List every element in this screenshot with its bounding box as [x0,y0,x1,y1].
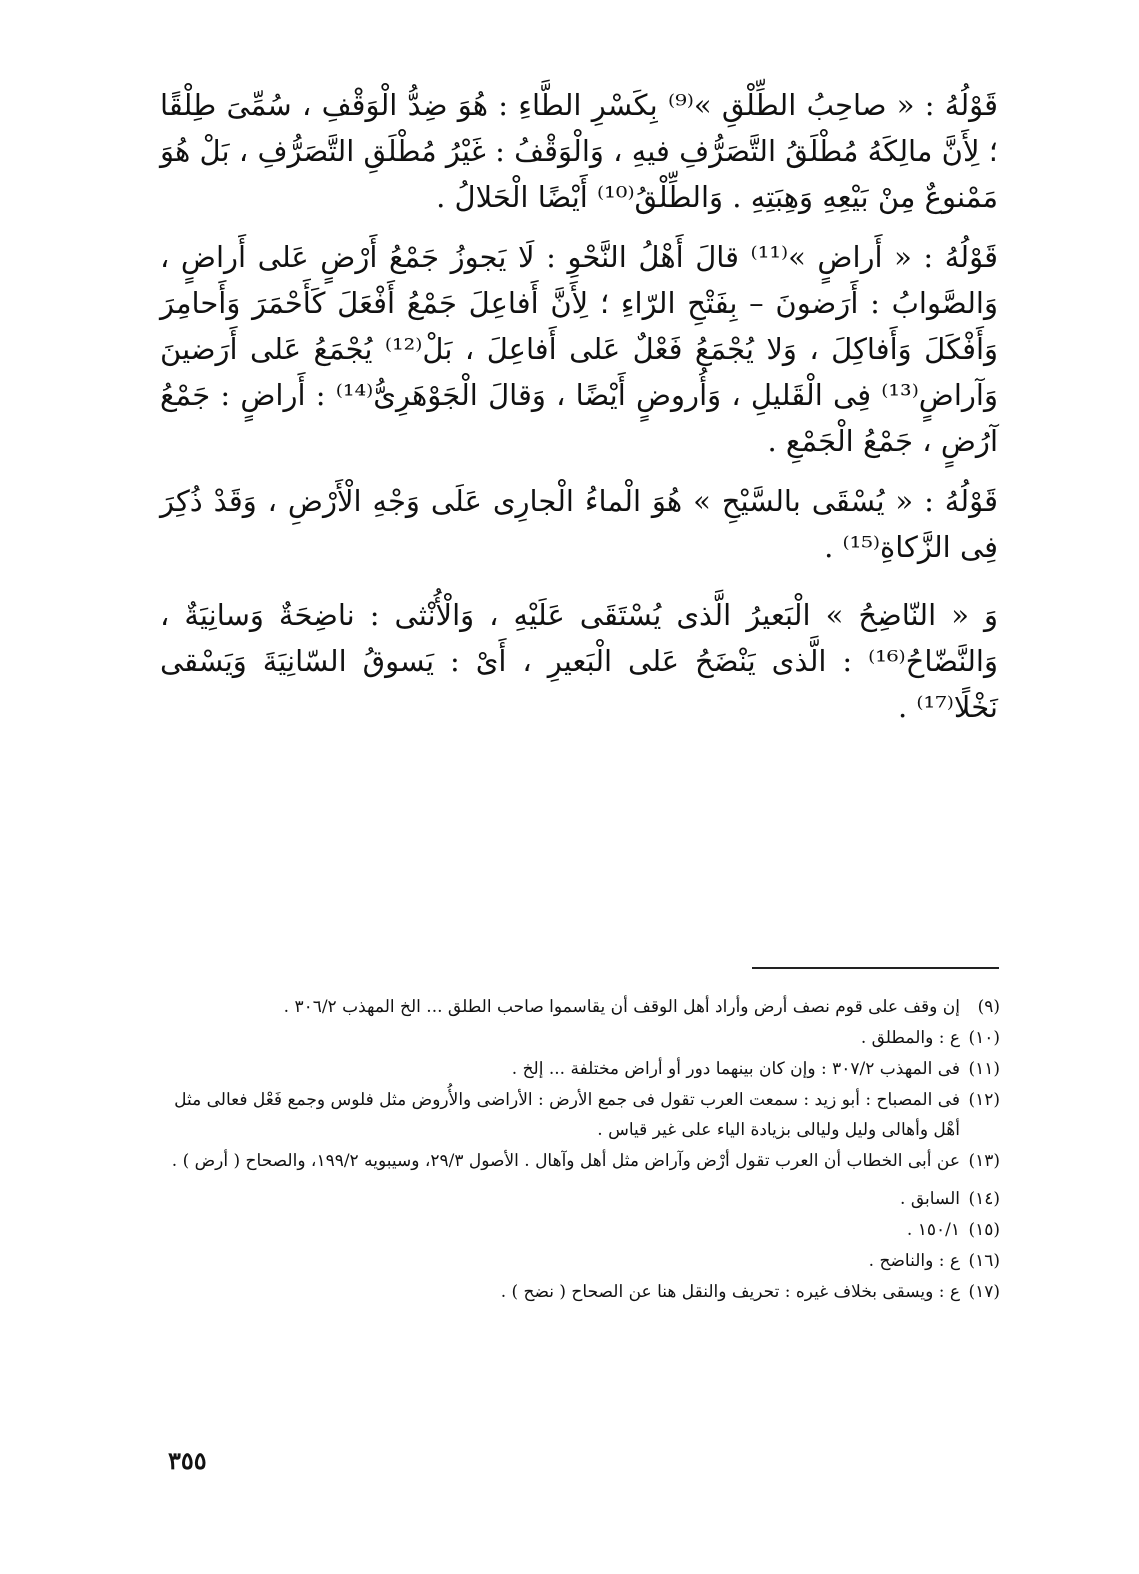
footnote-number: (١٤) [968,1189,1000,1209]
footnote-item [160,1246,1000,1276]
footnote-number: (١٣) [968,1151,1000,1171]
page-number: ٣٥٥ [168,1446,207,1475]
footnote-text: ١٥٠/١ . [906,1220,960,1240]
footnote-item [160,1023,1000,1053]
footnote-text: ع : ويسقى بخلاف غيره : تحريف والنقل هنا عن الصحاح ( نضح ) . [500,1282,960,1302]
footnote-number: (١١) [968,1059,1000,1079]
footnote-number: (١٥) [968,1220,1000,1240]
footnote-number: (١٠) [968,1028,1000,1048]
footnote-item [160,1146,1000,1176]
footnote-text: ع : والناضح . [868,1251,960,1271]
paragraph-nadih: وَ « النّاضِحُ » الْبَعيرُ الَّذى يُسْتَقَى عَلَيْهِ ، وَالْأُنْثى : ناضِحَةٌ وَسانِيَةٌ ، وَالنَّضّاحُ⁽¹⁶⁾ : الَّذى يَنْضَحُ عَلى الْبَعيرِ ، أَىْ : يَسوقُ السّانِيَةَ وَيَسْقى نَخْلًا⁽¹⁷⁾ . [160,598,998,724]
footnote-text: عن أبى الخطاب أن العرب تقول أرْض وآراض مثل أهل وآهال . الأصول ٢٩/٣، وسيبويه ١٩٩/٢، والصحاح ( أرض ) . [171,1151,960,1171]
footnote-number: (١٢) [968,1090,1000,1110]
footnotes [160,992,1000,1308]
paragraph-aradin: قَوْلُهُ : « أَراضٍ »⁽¹¹⁾ قالَ أَهْلُ النَّحْوِ : لَا يَجوزُ جَمْعُ أَرْضٍ عَلى أَراضٍ ، وَالصَّوابُ : أَرَضونَ – بِفَتْحِ الرّاءِ ؛ لِأَنَّ أَفاعِلَ جَمْعُ أَفْعَلَ كَأَحْمَرَ وَأَحامِرَ وَأَفْكَلَ وَأَفاكِلَ ، وَلا يُجْمَعُ فَعْلٌ عَلى أَفاعِلَ ، بَلْ⁽¹²⁾ يُجْمَعُ عَلى أَرَضينَ وَآراضٍ⁽¹³⁾ فِى الْقَليلِ ، وَأُروضٍ أَيْضًا ، وَقالَ الْجَوْهَرِىُّ⁽¹⁴⁾ : أَراضٍ : جَمْعُ آرُضٍ ، جَمْعُ الْجَمْعِ . [160,240,999,458]
footnote-text: ع : والمطلق . [860,1028,960,1048]
footnote-separator [752,967,999,969]
paragraph-sayh: قَوْلُهُ : « يُسْقَى بالسَّيْحِ » هُوَ الْماءُ الْجارِى عَلَى وَجْهِ الْأَرْضِ ، وَقَدْ ذُكِرَ فِى الزَّكاةِ⁽¹⁵⁾ . [160,484,998,564]
footnote-item [160,1277,1000,1307]
footnote-text: السابق . [900,1189,960,1209]
footnote-item [160,1215,1000,1245]
footnote-item [160,992,1000,1022]
footnote-text: فى المصباح : أبو زيد : سمعت العرب تقول فى جمع الأرض : الأراضى والأُروض مثل فلوس وجمع فَعْل فعالى مثل أهْل وأهالى وليل وليالى بزيادة الياء على غير قياس . [174,1090,960,1140]
footnote-number: (١٧) [968,1282,1000,1302]
paragraph-talq: قَوْلُهُ : « صاحِبُ الطِّلْقِ »⁽⁹⁾ بِكَسْرِ الطَّاءِ : هُوَ ضِدُّ الْوَقْفِ ، سُمِّىَ طِلْقًا ؛ لِأَنَّ مالِكَهُ مُطْلَقُ التَّصَرُّفِ فيهِ ، وَالْوَقْفُ : غَيْرُ مُطْلَقِ التَّصَرُّفِ ، بَلْ هُوَ مَمْنوعٌ مِنْ بَيْعِهِ وَهِبَتِهِ . وَالطِّلْقُ⁽¹⁰⁾ أَيْضًا الْحَلالُ . [160,88,998,214]
footnote-item [160,1054,1000,1084]
footnote-number: (٩) [977,997,1000,1017]
main-text-body [160,82,998,744]
footnote-item [160,1184,1000,1214]
footnote-number: (١٦) [968,1251,1000,1271]
footnote-text: فى المهذب ٣٠٧/٢ : وإن كان بينهما دور أو أراض مختلفة ... إلخ . [511,1059,960,1079]
footnote-text: إن وقف على قوم نصف أرض وأراد أهل الوقف أن يقاسموا صاحب الطلق ... الخ المهذب ٣٠٦/٢ . [283,997,960,1017]
footnote-item [160,1085,1000,1145]
